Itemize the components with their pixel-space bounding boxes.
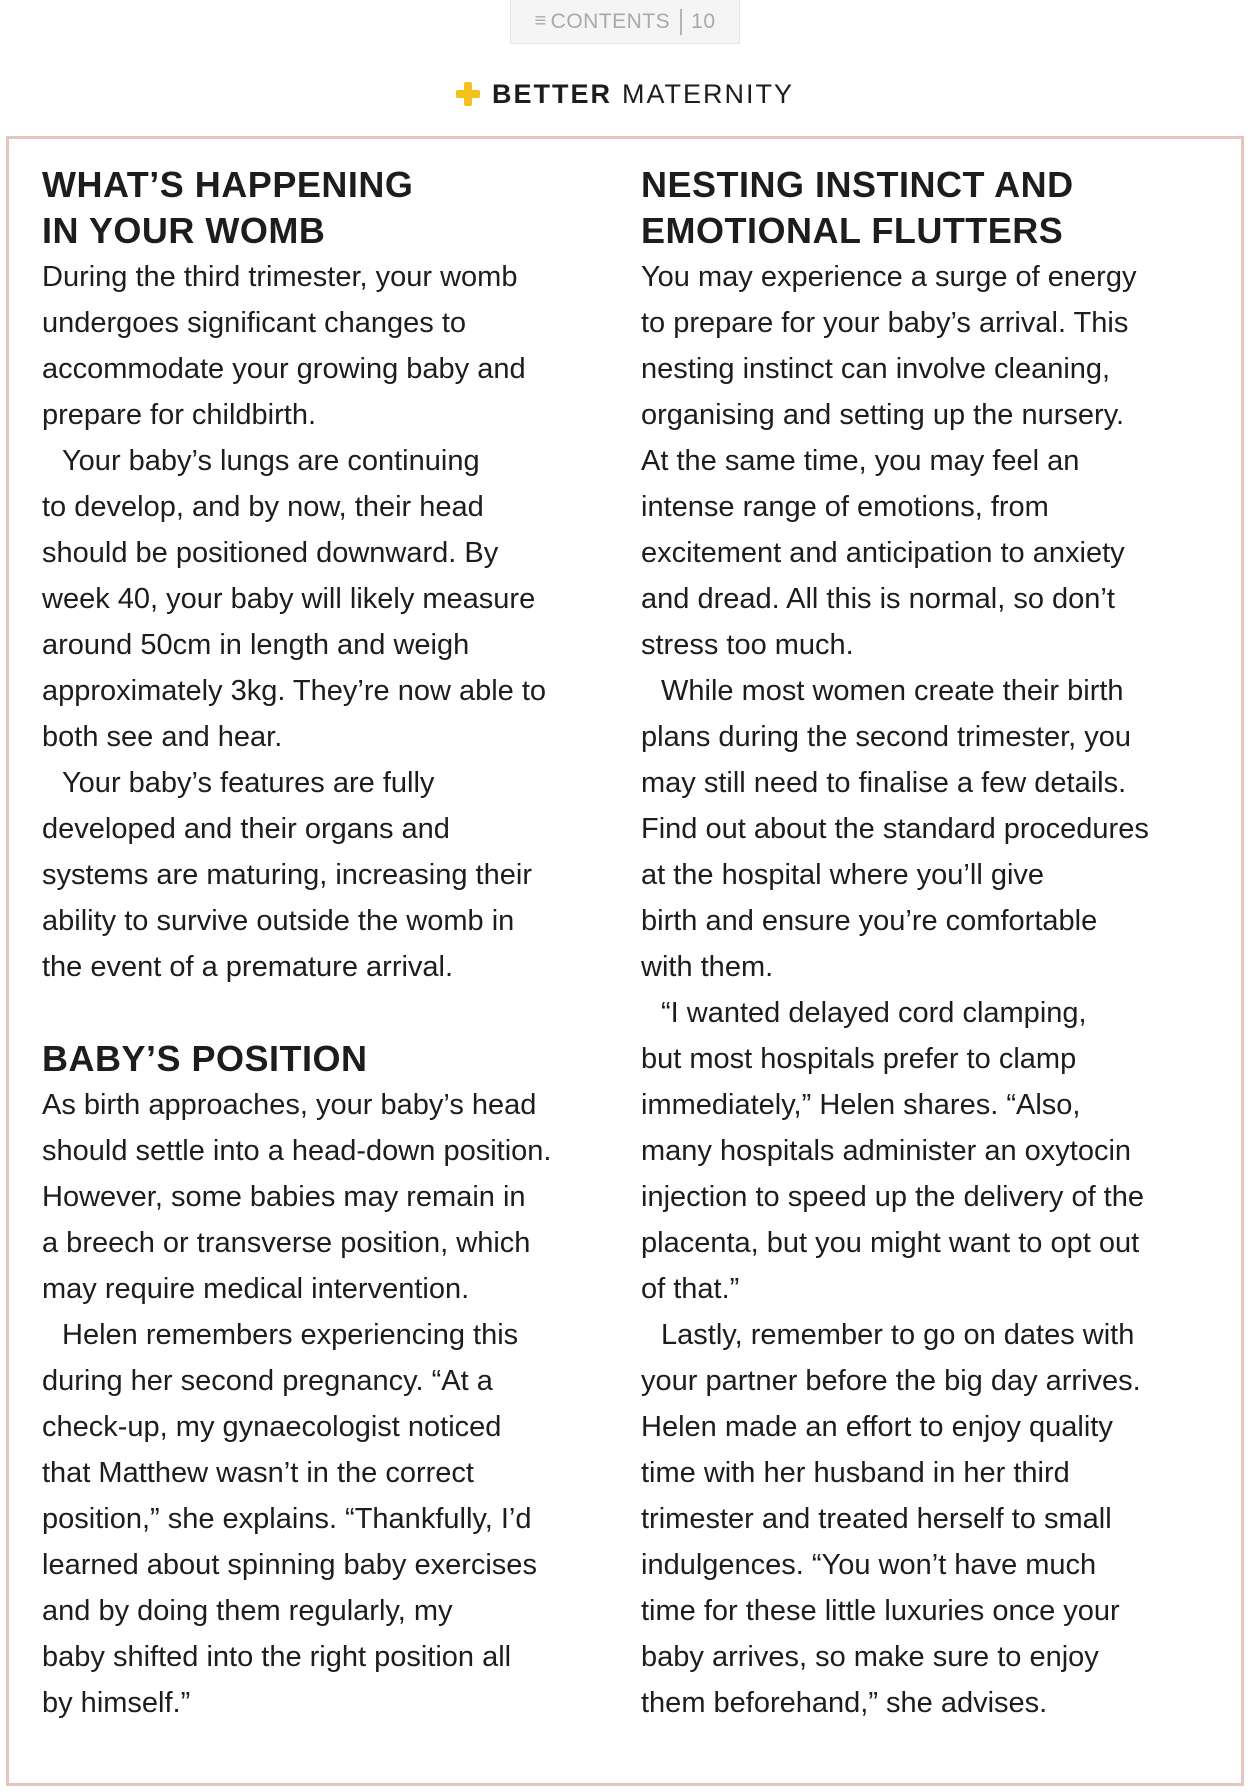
- text-line: systems are maturing, increasing their: [42, 859, 532, 891]
- text-line: During the third trimester, your womb: [42, 261, 518, 293]
- text-line: Your baby’s features are fully: [62, 767, 435, 799]
- womb-heading-line2: IN YOUR WOMB: [42, 210, 326, 251]
- brand-regular: MATERNITY: [622, 78, 794, 109]
- plus-icon: [456, 82, 480, 106]
- text-line: during her second pregnancy. “At a: [42, 1365, 493, 1397]
- text-line: may require medical intervention.: [42, 1273, 470, 1305]
- text-line: of that.”: [641, 1273, 740, 1305]
- text-line: to prepare for your baby’s arrival. This: [641, 307, 1129, 339]
- text-line: approximately 3kg. They’re now able to: [42, 675, 547, 707]
- nesting-heading-line1: NESTING INSTINCT AND: [641, 164, 1074, 205]
- text-line: around 50cm in length and weigh: [42, 629, 470, 661]
- text-line: organising and setting up the nursery.: [641, 399, 1125, 431]
- womb-heading-line1: WHAT’S HAPPENING: [42, 164, 414, 205]
- text-line: learned about spinning baby exercises: [42, 1549, 537, 1581]
- position-text: [42, 1082, 622, 1726]
- text-line: Helen remembers experiencing this: [62, 1319, 519, 1351]
- text-line: check-up, my gynaecologist noticed: [42, 1411, 502, 1443]
- text-line: plans during the second trimester, you: [641, 721, 1132, 753]
- magazine-section-title: [0, 74, 1250, 114]
- text-line: a breech or transverse position, which: [42, 1227, 531, 1259]
- text-line: Lastly, remember to go on dates with: [661, 1319, 1135, 1351]
- text-line: birth and ensure you’re comfortable: [641, 905, 1098, 937]
- text-line: position,” she explains. “Thankfully, I’d: [42, 1503, 532, 1535]
- text-line: should be positioned downward. By: [42, 537, 499, 569]
- text-line: many hospitals administer an oxytocin: [641, 1135, 1132, 1167]
- text-line: by himself.”: [42, 1687, 191, 1719]
- text-line: should settle into a head-down position.: [42, 1135, 552, 1167]
- text-line: developed and their organs and: [42, 813, 450, 845]
- nesting-heading-line2: EMOTIONAL FLUTTERS: [641, 210, 1064, 251]
- text-line: intense range of emotions, from: [641, 491, 1049, 523]
- right-column: [641, 162, 1221, 1726]
- text-line: them beforehand,” she advises.: [641, 1687, 1048, 1719]
- text-line: ability to survive outside the womb in: [42, 905, 515, 937]
- text-line: with them.: [641, 951, 774, 983]
- text-line: nesting instinct can involve cleaning,: [641, 353, 1111, 385]
- womb-text: [42, 254, 622, 990]
- page-number: 10: [691, 9, 716, 33]
- text-line: trimester and treated herself to small: [641, 1503, 1112, 1535]
- tab-divider: [680, 9, 682, 35]
- contents-label: CONTENTS: [550, 9, 671, 33]
- text-line: baby arrives, so make sure to enjoy: [641, 1641, 1099, 1673]
- text-line: at the hospital where you’ll give: [641, 859, 1045, 891]
- text-line: undergoes significant changes to: [42, 307, 467, 339]
- womb-heading: [42, 162, 622, 254]
- text-line: your partner before the big day arrives.: [641, 1365, 1141, 1397]
- text-line: and dread. All this is normal, so don’t: [641, 583, 1115, 615]
- text-line: time for these little luxuries once your: [641, 1595, 1120, 1627]
- text-line: Your baby’s lungs are continuing: [62, 445, 480, 477]
- text-line: indulgences. “You won’t have much: [641, 1549, 1097, 1581]
- text-line: While most women create their birth: [661, 675, 1124, 707]
- contents-tab[interactable]: [510, 0, 740, 44]
- text-line: time with her husband in her third: [641, 1457, 1070, 1489]
- text-line: the event of a premature arrival.: [42, 951, 454, 983]
- text-line: Find out about the standard procedures: [641, 813, 1149, 845]
- text-line: stress too much.: [641, 629, 854, 661]
- text-line: injection to speed up the delivery of the: [641, 1181, 1144, 1213]
- text-line: excitement and anticipation to anxiety: [641, 537, 1125, 569]
- text-line: “I wanted delayed cord clamping,: [661, 997, 1087, 1029]
- text-line: may still need to finalise a few details.: [641, 767, 1127, 799]
- text-line: immediately,” Helen shares. “Also,: [641, 1089, 1081, 1121]
- text-line: Helen made an effort to enjoy quality: [641, 1411, 1113, 1443]
- text-line: baby shifted into the right position all: [42, 1641, 512, 1673]
- text-line: prepare for childbirth.: [42, 399, 317, 431]
- text-line: that Matthew wasn’t in the correct: [42, 1457, 474, 1489]
- left-column: [42, 162, 622, 1726]
- text-line: However, some babies may remain in: [42, 1181, 526, 1213]
- text-line: accommodate your growing baby and: [42, 353, 526, 385]
- text-line: At the same time, you may feel an: [641, 445, 1080, 477]
- text-line: week 40, your baby will likely measure: [42, 583, 536, 615]
- text-line: both see and hear.: [42, 721, 283, 753]
- text-line: but most hospitals prefer to clamp: [641, 1043, 1077, 1075]
- position-heading: BABY’S POSITION: [42, 1038, 368, 1079]
- menu-icon: ≡: [534, 10, 547, 32]
- brand-bold: BETTER: [492, 78, 612, 109]
- text-line: to develop, and by now, their head: [42, 491, 484, 523]
- section-gap: [42, 990, 622, 1036]
- text-line: As birth approaches, your baby’s head: [42, 1089, 537, 1121]
- nesting-text: [641, 254, 1221, 1726]
- text-line: You may experience a surge of energy: [641, 261, 1137, 293]
- text-line: and by doing them regularly, my: [42, 1595, 453, 1627]
- text-line: placenta, but you might want to opt out: [641, 1227, 1140, 1259]
- nesting-heading: [641, 162, 1221, 254]
